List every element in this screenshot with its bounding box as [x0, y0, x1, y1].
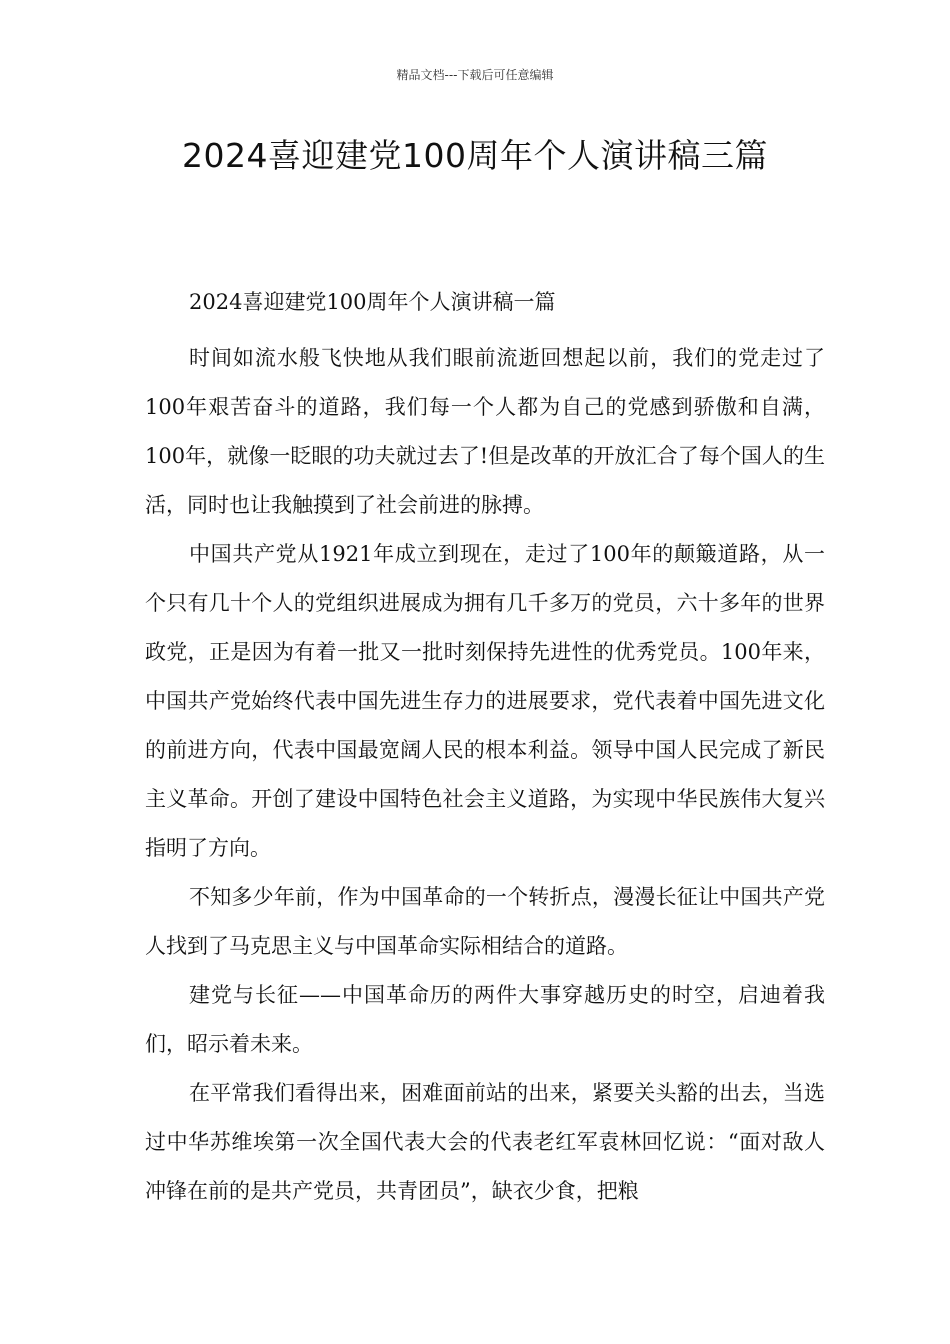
document-body — [145, 284, 825, 1216]
section-heading: 2024喜迎建党100周年个人演讲稿一篇 — [189, 290, 556, 314]
page-header: 精品文档---下载后可任意编辑 — [396, 68, 554, 82]
paragraph: 建党与长征——中国革命历的两件大事穿越历史的时空，启迪着我们，昭示着未来。 — [145, 983, 825, 1056]
paragraph: 中国共产党从1921年成立到现在，走过了100年的颠簸道路，从一个只有几十个人的党组织进展成为拥有几千多万的党员，六十多年的世界政党，正是因为有着一批又一批时刻保持先进性的优秀党员。100年来，中国共产党始终代表中国先进生存力的进展要求，党代表着中国先进文化的前进方向，代表中国最宽阔人民的根本利益。领导中国人民完成了新民主义革命。开创了建设中国特色社会主义道路，为实现中华民族伟大复兴指明了方向。 — [145, 542, 825, 860]
paragraph: 时间如流水般飞快地从我们眼前流逝回想起以前，我们的党走过了100年艰苦奋斗的道路，我们每一个人都为自己的党感到骄傲和自满，100年，就像一眨眼的功夫就过去了!但是改革的开放汇合了每个国人的生活，同时也让我触摸到了社会前进的脉搏。 — [145, 346, 825, 517]
document-title: 2024喜迎建党100周年个人演讲稿三篇 — [182, 136, 768, 175]
paragraph: 在平常我们看得出来，困难面前站的出来，紧要关头豁的出去，当选过中华苏维埃第一次全国代表大会的代表老红军袁林回忆说：“面对敌人冲锋在前的是共产党员，共青团员”，缺衣少食，把粮 — [145, 1081, 825, 1203]
paragraph: 不知多少年前，作为中国革命的一个转折点，漫漫长征让中国共产党人找到了马克思主义与中国革命实际相结合的道路。 — [145, 885, 825, 958]
